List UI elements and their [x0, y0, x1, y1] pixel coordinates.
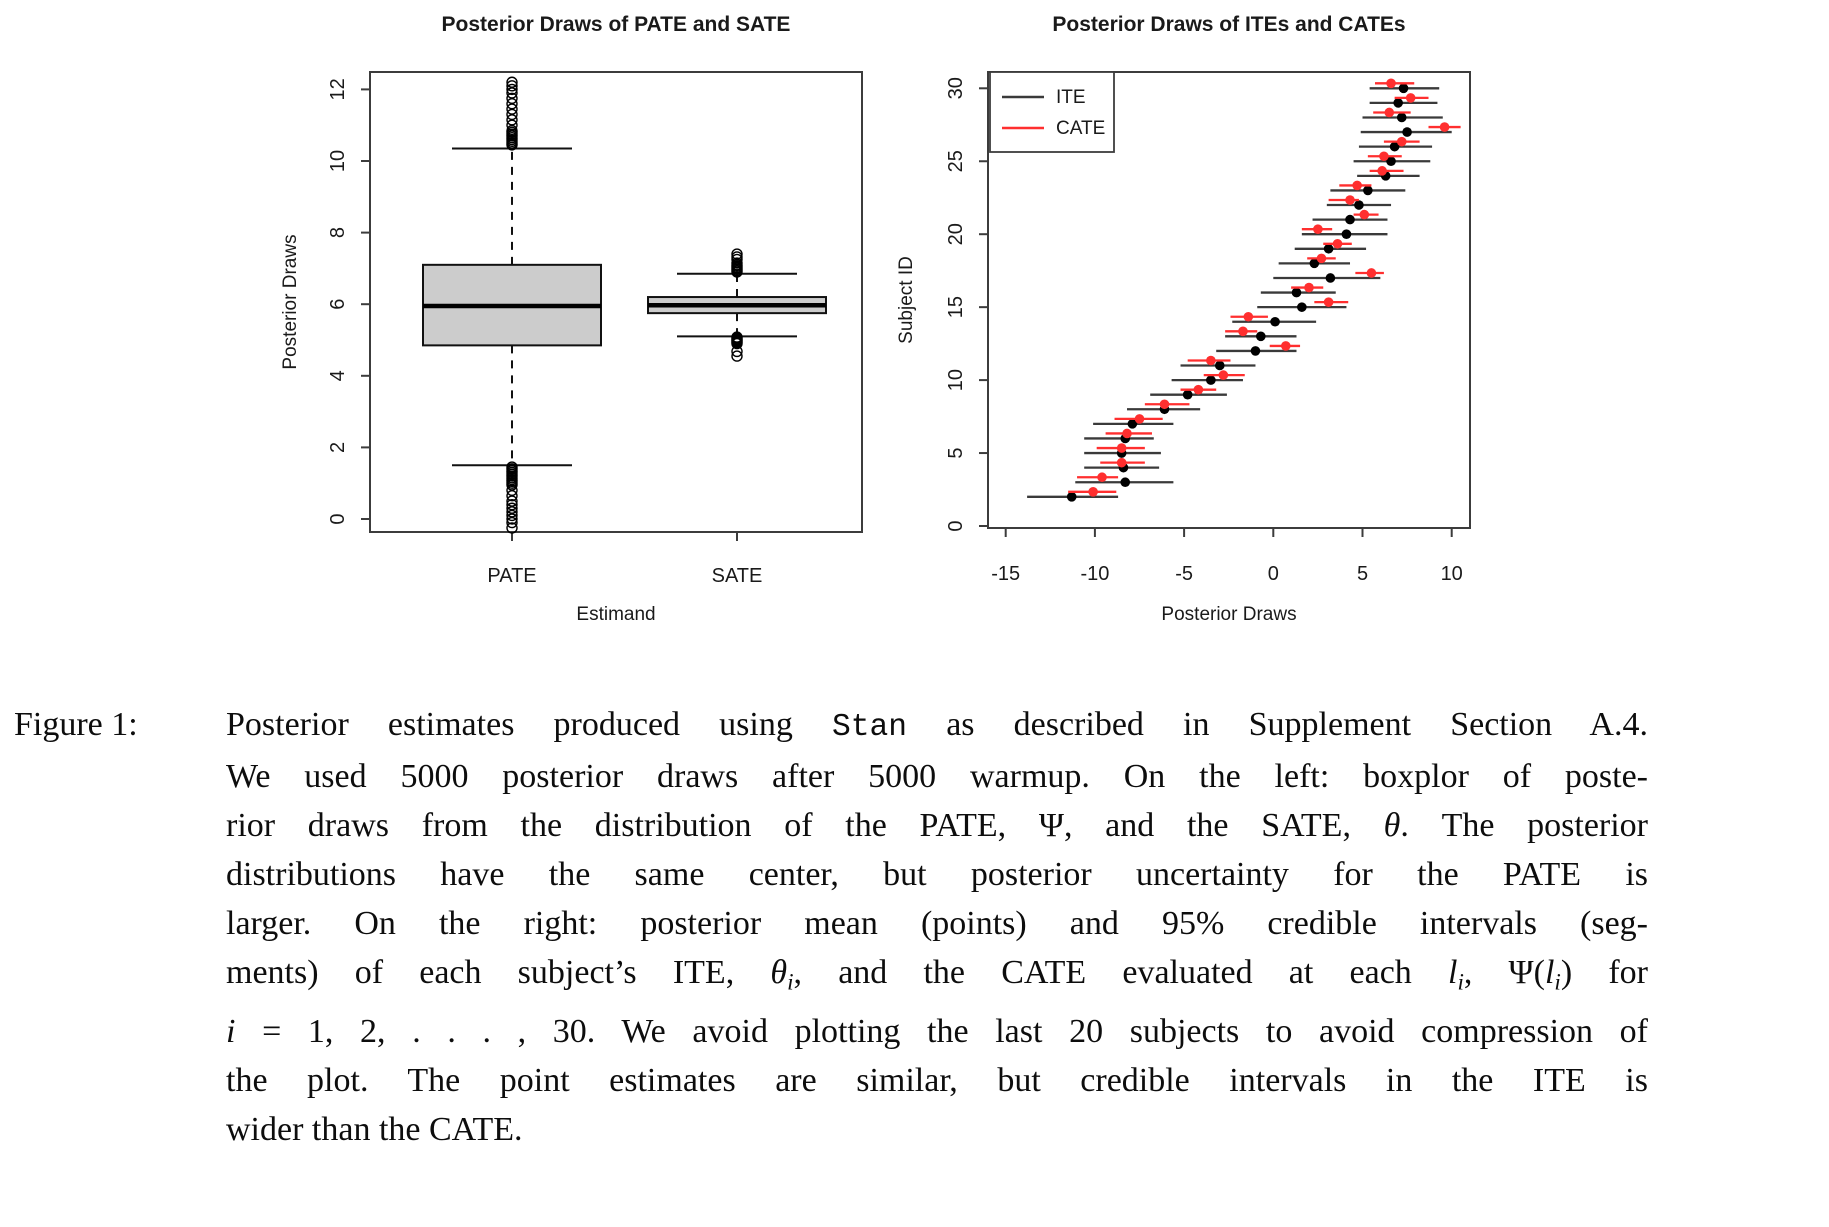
cate-mean-point [1313, 224, 1323, 234]
svg-text:0: 0 [1267, 563, 1279, 585]
y-tick-label [327, 442, 349, 453]
caption-line: Posterior estimates produced using Stan as described in Supplement Section A.4. [226, 706, 1648, 745]
ite-mean-point [1251, 346, 1261, 356]
cate-mean-point [1406, 93, 1416, 103]
svg-text:Posterior Draws of ITEs and CA: Posterior Draws of ITEs and CATEs [1052, 13, 1406, 36]
caption-line: the plot. The point estimates are similar, but credible intervals in the ITE is [226, 1062, 1648, 1100]
subject-row-23 [1330, 181, 1405, 196]
svg-text:20: 20 [945, 223, 967, 246]
subject-row-9 [1150, 385, 1227, 400]
svg-text:15: 15 [945, 296, 967, 319]
svg-text:-15: -15 [991, 563, 1021, 585]
subject-row-17 [1273, 268, 1384, 283]
ite-mean-point [1324, 244, 1334, 254]
cate-mean-point [1367, 268, 1377, 278]
svg-text:10: 10 [327, 149, 349, 173]
svg-text:SATE: SATE [711, 565, 763, 587]
cate-mean-point [1304, 283, 1314, 293]
svg-text:30: 30 [945, 77, 967, 100]
y-tick-label [945, 223, 967, 245]
x-tick-label [1441, 563, 1463, 585]
y-tick-label [945, 447, 967, 458]
subject-row-13 [1225, 327, 1296, 342]
svg-text:8: 8 [327, 227, 349, 239]
y-tick-label [327, 513, 349, 524]
x-category-label [712, 565, 763, 587]
cate-mean-point [1160, 399, 1170, 409]
ite-mean-point [1067, 492, 1077, 502]
subject-row-3 [1075, 472, 1173, 487]
ite-mean-point [1402, 127, 1412, 137]
cate-mean-point [1194, 385, 1204, 395]
ite-mean-point [1270, 317, 1280, 327]
ite-mean-point [1326, 273, 1336, 283]
left-plot-x-label [576, 604, 655, 625]
subject-row-4 [1084, 458, 1159, 473]
cate-mean-point [1117, 458, 1127, 468]
cate-mean-point [1238, 327, 1248, 337]
ite-mean-point [1399, 84, 1409, 94]
svg-text:5: 5 [1356, 563, 1369, 585]
svg-text:2: 2 [327, 441, 349, 453]
svg-text:6: 6 [327, 298, 349, 310]
svg-text:25: 25 [945, 150, 967, 173]
caption-line: distributions have the same center, but posterior uncertainty for the PATE is [226, 856, 1648, 893]
cate-legend-label [1056, 118, 1105, 139]
left-plot-y-axis [327, 78, 370, 524]
svg-text:Posterior Draws: Posterior Draws [1161, 604, 1297, 625]
subject-row-25 [1354, 151, 1431, 166]
y-tick-label [327, 370, 349, 381]
cate-mean-point [1345, 195, 1355, 205]
legend [990, 72, 1114, 152]
figure-caption [14, 700, 1648, 1154]
subject-row-30 [1370, 79, 1440, 94]
y-tick-label [945, 520, 967, 531]
subject-row-12 [1216, 341, 1300, 356]
subject-row-26 [1359, 137, 1432, 152]
y-tick-label [945, 296, 967, 318]
svg-text:10: 10 [945, 368, 967, 392]
sate-boxplot [648, 249, 826, 361]
ite-mean-point [1345, 215, 1355, 225]
subject-row-21 [1313, 210, 1388, 225]
cate-mean-point [1386, 79, 1396, 89]
ite-mean-point [1183, 390, 1193, 400]
y-tick-label [327, 78, 349, 100]
cate-mean-point [1244, 312, 1254, 322]
x-tick-label [1080, 563, 1109, 585]
cate-mean-point [1135, 414, 1145, 424]
subject-row-8 [1127, 399, 1200, 414]
svg-text:0: 0 [327, 513, 349, 525]
caption-line: wider than the CATE. [226, 1111, 523, 1149]
ite-mean-point [1297, 302, 1307, 312]
caption-line: We used 5000 posterior draws after 5000 warmup. On the left: boxplor of poste- [226, 758, 1648, 795]
ite-mean-point [1342, 229, 1352, 239]
right-plot-x-label [1161, 604, 1296, 625]
pate-boxplot [423, 77, 601, 533]
right-plot-x-axis [991, 528, 1463, 585]
svg-text:ITE: ITE [1056, 87, 1086, 108]
y-tick-label [945, 77, 967, 99]
cate-mean-point [1377, 166, 1387, 176]
ite-mean-point [1256, 332, 1266, 342]
y-tick-label [945, 150, 967, 172]
caption-line: i = 1, 2, . . . , 30. We avoid plotting the last 20 subjects to avoid compression of [226, 1013, 1648, 1051]
cate-mean-point [1379, 151, 1389, 161]
x-tick-label [1175, 563, 1193, 585]
svg-text:0: 0 [945, 520, 967, 532]
svg-text:10: 10 [1440, 563, 1463, 585]
cate-mean-point [1384, 108, 1394, 118]
cate-mean-point [1440, 122, 1450, 132]
cate-mean-point [1397, 137, 1407, 147]
cate-mean-point [1219, 370, 1229, 380]
cate-mean-point [1317, 254, 1327, 264]
subject-row-10 [1172, 370, 1245, 385]
x-tick-label [991, 563, 1020, 585]
cate-mean-point [1359, 210, 1369, 220]
right-plot-y-label [896, 256, 917, 344]
ite-mean-point [1397, 113, 1407, 123]
ite-legend-label [1056, 87, 1086, 108]
svg-text:12: 12 [327, 78, 349, 101]
ite-mean-point [1292, 288, 1302, 298]
right-intervals-panel [896, 13, 1470, 625]
x-category-label [487, 565, 536, 587]
y-tick-label [945, 369, 967, 391]
figure-caption-label: Figure 1: [14, 706, 138, 743]
subject-row-7 [1093, 414, 1173, 429]
subject-row-18 [1279, 254, 1350, 269]
cate-mean-point [1352, 181, 1362, 191]
caption-line: rior draws from the distribution of the PATE, Ψ, and the SATE, θ. The posterior [226, 807, 1648, 844]
subject-row-27 [1361, 122, 1461, 137]
subject-row-11 [1181, 356, 1256, 371]
x-tick-label [1268, 563, 1279, 585]
left-plot-y-label [280, 234, 301, 369]
ite-mean-point [1215, 361, 1225, 371]
svg-text:-5: -5 [1175, 563, 1193, 585]
cate-mean-point [1333, 239, 1343, 249]
svg-text:Estimand: Estimand [576, 604, 656, 625]
cate-mean-point [1206, 356, 1216, 366]
cate-mean-point [1281, 341, 1291, 351]
subject-row-5 [1084, 443, 1161, 458]
subject-row-24 [1357, 166, 1419, 181]
right-plot-title [1052, 13, 1405, 36]
cate-mean-point [1117, 443, 1127, 453]
subject-row-14 [1230, 312, 1316, 327]
svg-text:CATE: CATE [1056, 118, 1106, 139]
cate-mean-point [1324, 297, 1334, 307]
x-tick-label [1357, 563, 1368, 585]
ite-mean-point [1393, 98, 1403, 108]
subject-row-28 [1363, 108, 1443, 123]
ite-mean-point [1206, 375, 1216, 385]
y-tick-label [327, 299, 349, 310]
cate-mean-point [1097, 472, 1107, 482]
caption-line: larger. On the right: posterior mean (points) and 95% credible intervals (seg- [226, 905, 1648, 942]
svg-text:Posterior Draws of PATE and SA: Posterior Draws of PATE and SATE [441, 13, 791, 36]
subject-row-20 [1302, 224, 1388, 239]
left-plot-title [442, 13, 791, 36]
svg-text:-10: -10 [1080, 563, 1110, 585]
svg-text:Posterior Draws: Posterior Draws [280, 234, 301, 370]
left-boxplot-panel [280, 13, 862, 625]
subject-row-15 [1257, 297, 1348, 312]
ite-mean-point [1354, 200, 1364, 210]
cate-mean-point [1088, 487, 1098, 497]
cate-mean-point [1122, 429, 1132, 439]
subject-row-19 [1295, 239, 1366, 254]
svg-text:5: 5 [945, 447, 967, 459]
subject-row-6 [1084, 429, 1154, 444]
svg-text:Subject ID: Subject ID [896, 256, 917, 344]
ite-mean-point [1120, 477, 1130, 487]
caption-line: ments) of each subject’s ITE, $\theta_i$, and the CATE evaluated at each $l_i$, $\Psi(l_i)$ for [226, 954, 1648, 996]
subject-row-16 [1261, 283, 1336, 298]
right-plot-y-axis [945, 77, 988, 531]
svg-text:4: 4 [327, 370, 349, 382]
subject-row-29 [1370, 93, 1438, 108]
y-tick-label [327, 227, 349, 238]
subject-row-22 [1327, 195, 1391, 210]
figure-caption-text [226, 700, 1648, 1154]
y-tick-label [327, 150, 349, 172]
subject-row-2 [1027, 487, 1118, 502]
svg-text:PATE: PATE [487, 565, 537, 587]
left-plot-x-axis [487, 532, 762, 587]
ite-mean-point [1363, 186, 1373, 196]
